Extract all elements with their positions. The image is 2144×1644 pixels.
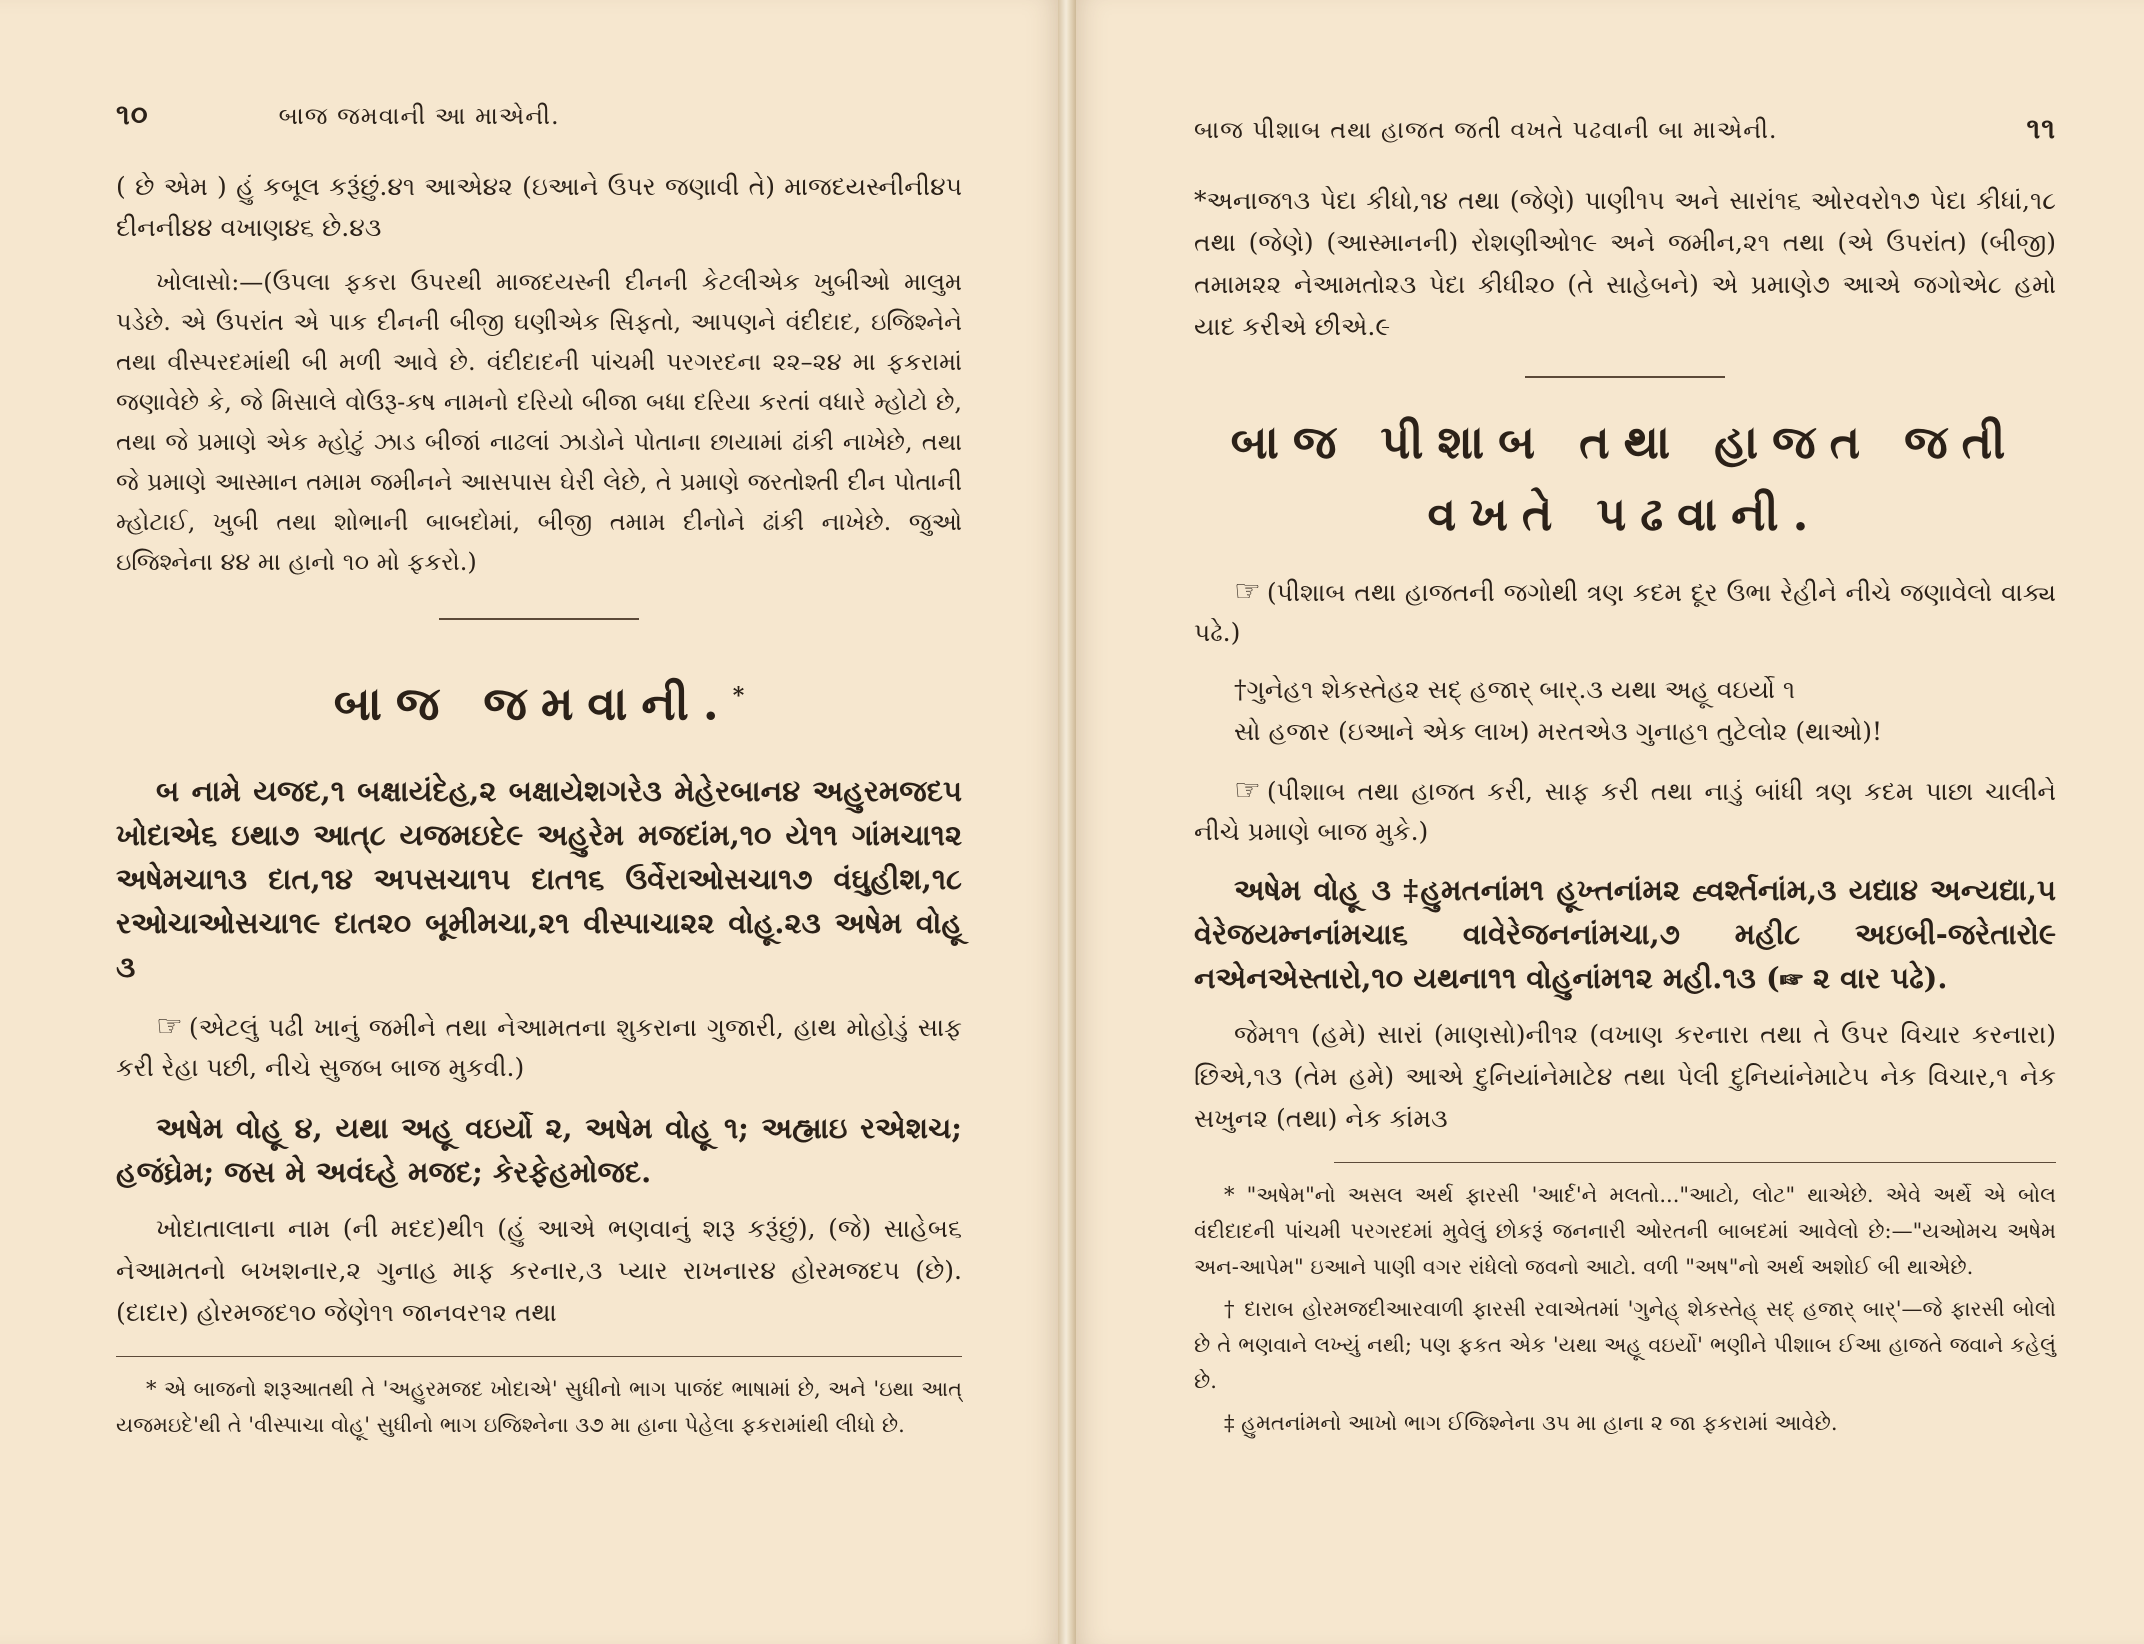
left-instruction: ☞ (એટલું પઢી ખાનું જમીને તથા નેઆમતના શુકરાના ગુજારી, હાથ મોહોડું સાફ કરી રેહા પછી, નીચે સુજબ બાજ મુકવી.) <box>116 1009 962 1083</box>
right-instruction-1: ☞ (પીશાબ તથા હાજતની જગોથી ત્રણ કદમ દૂર ઉભા રેહીને નીચે જણાવેલો વાક્ય પઢે.) <box>1194 574 2056 647</box>
right-page-number: ૧૧ <box>2026 112 2056 145</box>
right-heading-line-2: વખતે પઢવાની. <box>1427 487 1823 541</box>
right-divider <box>1525 376 1725 378</box>
repeat-note: (☞ ૨ વાર પઢે). <box>1765 961 1948 995</box>
right-lead: *અનાજ૧૩ પેદા કીધો,૧૪ તથા (જેણે) પાણી૧૫ અને સારાં૧૬ ઓરવરો૧૭ પેદા કીધાં,૧૮ તથા (જેણે) (આસ્માનની) રોશણીઓ૧૯ અને જમીન,૨૧ તથા (એ ઉપરાંત) (બીજી) તમામ૨૨ નેઆમતો૨૩ પેદા કીધી૨૦ (તે સાહેબને) એ પ્રમાણે૭ આએ જગોએ૮ હમો યાદ કરીએ છીએ.૯ <box>1194 186 2056 341</box>
left-running-head <box>116 98 962 132</box>
right-page <box>1076 0 2144 1644</box>
right-instruction-2: ☞ (પીશાબ તથા હાજત કરી, સાફ કરી તથા નાડું બાંધી ત્રણ કદમ પાછા ચાલીને નીચે પ્રમાણે બાજ મુકે.) <box>1194 773 2056 846</box>
left-page <box>0 0 1058 1644</box>
left-footnote-rule <box>116 1356 962 1357</box>
left-prayer: બ નામે યજદ,૧ બક્ષાયંદેહ,૨ બક્ષાયેશગરે૩ મેહેરબાન૪ અહુરમજદ૫ ખોદાએ૬ ઇથા૭ આત્૮ યજમઇદે૯ અહુરેમ મજદાંમ,૧૦ યે૧૧ ગાંમચા૧૨ અષેમચા૧૩ દાત,૧૪ અપસચા૧૫ દાત૧૬ ઉર્વેરાઓસચા૧૭ વંઘુહીશ,૧૮ રઓચાઓસચા૧૯ દાત૨૦ બૂમીમચા,૨૧ વીસ્પાચા૨૨ વોહૂ.૨૩ અષેમ વોહૂ ૩ <box>116 774 962 985</box>
left-explanation: ખોલાસો:—(ઉપલા ફકરા ઉપરથી માજદયસ્ની દીનની કેટલીએક ખુબીઓ માલુમ પડેછે. એ ઉપરાંત એ પાક દીનની બીજી ઘણીએક સિફતો, આપણને વંદીદાદ, ઇજિશ્નેને તથા વીસ્પરદમાંથી બી મળી આવે છે. વંદીદાદની પાંચમી પરગરદના ૨૨–૨૪ મા ફકરામાં જણાવેછે કે, જે મિસાલે વોઉરૂ-કષ નામનો દરિયો બીજા બધા દરિયા કરતાં વધારે મ્હોટો છે, તથા જે પ્રમાણે એક મ્હોટું ઝાડ બીજાં નાઢલાં ઝાડોને પોતાના છાયામાં ઢાંકી નાખેછે, તથા જે પ્રમાણે આસ્માન તમામ જમીનને આસપાસ ઘેરી લેછે, તે પ્રમાણે જરતોશ્તી દીન પોતાની મ્હોટાઈ, ખુબી તથા શોભાની બાબદોમાં, બીજી તમામ દીનોને ઢાંકી નાખેછે. જુઓ ઇજિશ્નેના ૪૪ મા હાનો ૧૦ મો ફકરો.) <box>116 268 962 576</box>
pointing-hand-icon: ☞ <box>1234 773 1261 808</box>
right-footnote-2: † દારાબ હોરમજદીઆરવાળી ફારસી રવાએતમાં 'ગુનેહ્ શેકસ્તેહ્ સદ્ હજાર્ બાર્'—જે ફારસી બોલો છે તે ભણવાને લખ્યું નથી; પણ ફકત એક 'યથા અહૂ વઇર્યો' ભણીને પીશાબ ઈઆ હાજતે જવાને કહેલું છે. <box>1194 1297 2056 1393</box>
right-running-title: બાજ પીશાબ તથા હાજત જતી વખતે પઢવાની બા માએની. <box>1194 116 1778 144</box>
heading-footnote-mark: * <box>732 683 745 709</box>
pointing-hand-icon: ☞ <box>1234 574 1261 609</box>
right-running-head <box>1194 112 2056 146</box>
left-divider <box>439 618 639 620</box>
pointing-hand-icon: ☞ <box>156 1009 183 1045</box>
right-footnote-rule <box>1334 1162 2056 1163</box>
right-translation: જેમ૧૧ (હમે) સારાં (માણસો)ની૧૨ (વખાણ કરનારા તથા તે ઉપર વિચાર કરનારા) છિએ,૧૩ (તેમ હમે) આએ દુનિયાંનેમાટે૪ તથા પેલી દુનિયાંનેમાટે૫ નેક વિચાર,૧ નેક સખુન૨ (તથા) નેક કાંમ૩ <box>1194 1020 2056 1133</box>
left-translation: ખોદાતાલાના નામ (ની મદદ)થી૧ (હું આએ ભણવાનું શરૂ કરૂંછું), (જે) સાહેબ૬ નેઆમતનો બખશનાર,૨ ગુનાહ માફ કરનાર,૩ પ્યાર રાખનાર૪ હોરમજદ૫ (છે). (દાદાર) હોરમજદ૧૦ જેણે૧૧ જાનવર૧૨ તથા <box>116 1214 962 1328</box>
right-verse-line-2: સો હજાર (ઇઆને એક લાખ) મરતએ૩ ગુનાહ૧ તુટેલો૨ (થાઓ)! <box>1234 717 1883 746</box>
left-running-title: બાજ જમવાની આ માએની. <box>278 102 560 130</box>
left-page-number: ૧૦ <box>116 98 149 131</box>
left-footnote: * એ બાજનો શરૂઆતથી તે 'અહુરમજદ ખોદાએ' સુધીનો ભાગ પાજંદ ભાષામાં છે, અને 'ઇથા આત્ યજમઇદે'થી તે 'વીસ્પાચા વોહૂ' સુધીનો ભાગ ઇજિશ્નેના ૩૭ મા હાના પેહેલા ફકરામાંથી લીધો છે. <box>116 1377 962 1438</box>
right-footnote-1: * "અષેમ"નો અસલ અર્થ ફારસી 'આર્દ'ને મલતો..."આટો, લોટ" થાએછે. એવે અર્થે એ બોલ વંદીદાદની પાંચમી પરગરદમાં મુવેલું છોકરૂં જનનારી ઓરતની બાબદમાં આવેલો છે:—"યઓમચ અષેમ અન-આપેમ" ઇઆને પાણી વગર રાંધેલો જવનો આટો. વળી "અષ"નો અર્થ અશોઈ બી થાએછે. <box>1194 1183 2056 1279</box>
left-prayer-2: અષેમ વોહૂ ૪, યથા અહૂ વઇર્યો ૨, અષેમ વોહૂ ૧; અહ્માઇ રએશચ; હજંઘ્રેમ; જસ મે અવંઘ્હે મજદ; કેરફેહમોજદ. <box>116 1111 962 1190</box>
right-prayer: અષેમ વોહૂ ૩ ‡હુમતનાંમ૧ હૂખ્તનાંમ૨ હ્વર્શ્તનાંમ,૩ યદ્યા૪ અન્યદ્યા,૫ વેરેજયમ્નનાંમચા૬ વાવેરેજનનાંમચા,૭ મહી૮ અઇબી-જરેતારો૯ નએનએસ્તારો,૧૦ યથના૧૧ વોહુનાંમ૧૨ મહી.૧૩ (☞ ૨ વાર પઢે). <box>1194 873 2056 995</box>
right-heading-line-1: બાજ પીશાબ તથા હાજત જતી <box>1230 415 2020 469</box>
right-footnote-3: ‡ હુમતનાંમનો આખો ભાગ ઈજિશ્નેના ૩૫ મા હાના ૨ જા ફકરામાં આવેછે. <box>1224 1411 1838 1435</box>
left-intro: ( છે એમ ) હું કબૂલ કરૂંછું.૪૧ આએ૪૨ (ઇઆને ઉપર જણાવી તે) માજદયસ્નીની૪૫ દીનની૪૪ વખાણ૪૬ છે.૪૩ <box>116 172 962 242</box>
left-heading: બાજ જમવાની.* <box>333 676 745 731</box>
right-verse-line-1: †ગુનેહ૧ શેકસ્તેહ૨ સદ્ હજાર્ બાર્.૩ યથા અહૂ વઇર્યો ૧ <box>1234 675 1796 704</box>
book-gutter <box>1058 0 1076 1644</box>
